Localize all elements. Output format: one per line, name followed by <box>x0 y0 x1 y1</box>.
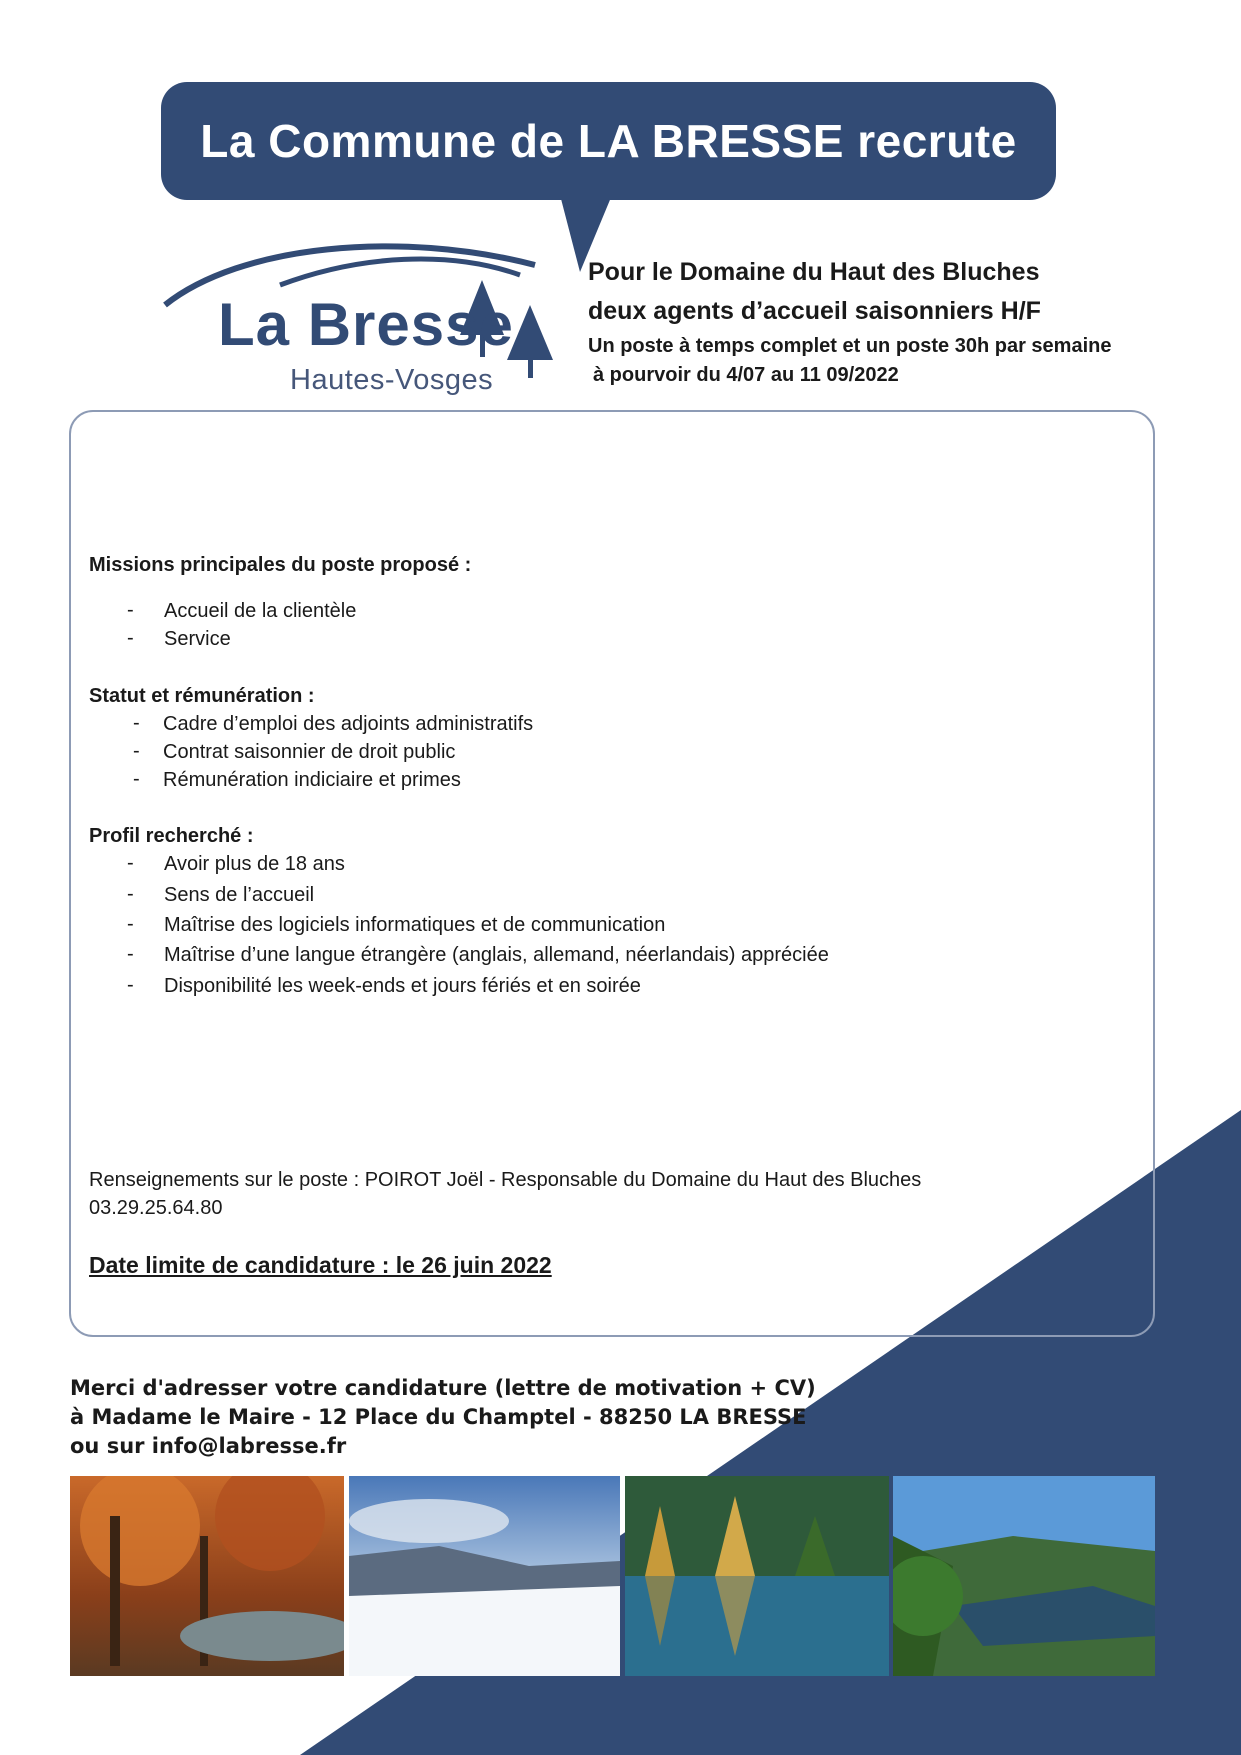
list-item: Accueil de la clientèle <box>164 600 357 622</box>
missions-heading: Missions principales du poste proposé : <box>89 554 472 576</box>
profil-heading: Profil recherché : <box>89 825 254 847</box>
footer-instruction: Merci d'adresser votre candidature (lettre de motivation + CV) <box>70 1376 816 1400</box>
list-item: Rémunération indiciaire et primes <box>163 769 461 791</box>
list-item: Sens de l’accueil <box>164 884 315 906</box>
contact-line: Renseignements sur le poste : POIROT Joël - Responsable du Domaine du Haut des Bluches <box>89 1169 922 1191</box>
list-item: Cadre d’emploi des adjoints administratifs <box>163 713 534 735</box>
logo-name: La Bresse <box>218 291 514 358</box>
snow-landscape-photo <box>349 1476 620 1676</box>
bullet-dash: - <box>127 599 134 621</box>
list-item: Disponibilité les week-ends et jours fériés et en soirée <box>164 975 641 997</box>
intro-dates: à pourvoir du 4/07 au 11 09/2022 <box>593 364 899 386</box>
bullet-dash: - <box>127 943 134 965</box>
bullet-dash: - <box>127 974 134 996</box>
logo-subtitle: Hautes-Vosges <box>290 364 494 396</box>
bullet-dash: - <box>133 740 140 762</box>
intro-domain: Pour le Domaine du Haut des Bluches <box>588 258 1040 286</box>
list-item: Avoir plus de 18 ans <box>164 853 345 875</box>
header-title: La Commune de LA BRESSE recrute <box>200 115 1017 167</box>
bullet-dash: - <box>127 883 134 905</box>
bullet-dash: - <box>127 913 134 935</box>
intro-positions: deux agents d’accueil saisonniers H/F <box>588 297 1041 325</box>
footer-email[interactable]: ou sur info@labresse.fr <box>70 1434 347 1458</box>
list-item: Maîtrise des logiciels informatiques et de communication <box>164 914 666 936</box>
forest-lake-reflection-photo <box>625 1476 889 1676</box>
contact-phone: 03.29.25.64.80 <box>89 1197 223 1219</box>
list-item: Maîtrise d’une langue étrangère (anglais, allemand, néerlandais) appréciée <box>164 944 829 966</box>
list-item: Contrat saisonnier de droit public <box>163 741 456 763</box>
list-item: Service <box>164 628 231 650</box>
footer-address: à Madame le Maire - 12 Place du Champtel - 88250 LA BRESSE <box>70 1405 807 1429</box>
intro-schedule: Un poste à temps complet et un poste 30h par semaine <box>588 335 1112 357</box>
bullet-dash: - <box>133 768 140 790</box>
bullet-dash: - <box>127 627 134 649</box>
bullet-dash: - <box>133 712 140 734</box>
application-deadline: Date limite de candidature : le 26 juin 2022 <box>89 1252 552 1278</box>
bullet-dash: - <box>127 852 134 874</box>
autumn-lake-photo <box>70 1476 344 1676</box>
statut-heading: Statut et rémunération : <box>89 685 315 707</box>
valley-lake-view-photo <box>893 1476 1155 1676</box>
